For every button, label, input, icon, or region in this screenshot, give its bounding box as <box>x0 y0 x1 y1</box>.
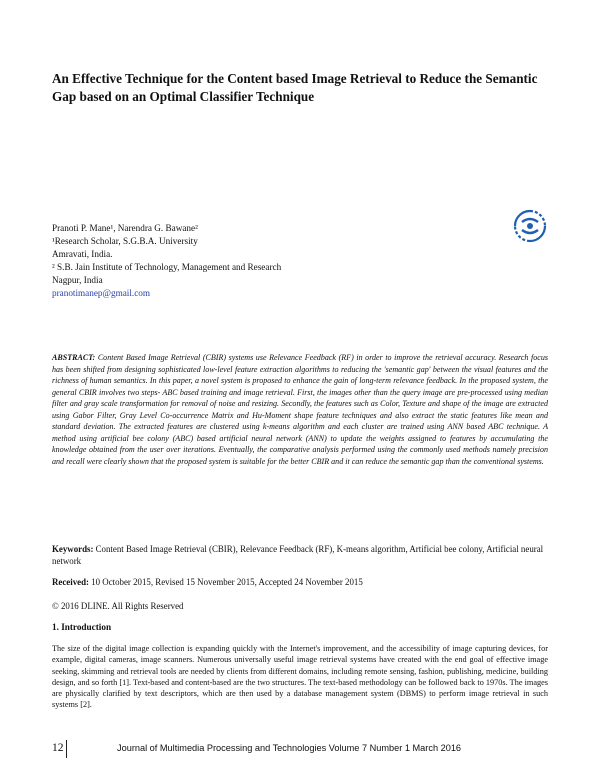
affiliation-2-line-1: ² S.B. Jain Institute of Technology, Management and Research <box>52 262 282 272</box>
copyright-notice: © 2016 DLINE. All Rights Reserved <box>52 601 184 611</box>
abstract-paragraph <box>52 352 548 467</box>
keywords-label: Keywords: <box>52 544 94 554</box>
author-names: Pranoti P. Mane¹, Narendra G. Bawane² <box>52 223 198 233</box>
footer-divider <box>66 740 67 758</box>
author-block <box>52 222 472 300</box>
keywords-text: Content Based Image Retrieval (CBIR), Relevance Feedback (RF), K-means algorithm, Artificial bee colony, Artificial neural network <box>52 544 544 566</box>
paper-title: An Effective Technique for the Content based Image Retrieval to Reduce the Semantic Gap based on an Optimal Classifier Technique <box>52 71 538 104</box>
received-dates <box>52 576 552 588</box>
crossmark-logo-icon[interactable] <box>512 208 548 244</box>
received-text: 10 October 2015, Revised 15 November 2015, Accepted 24 November 2015 <box>91 577 363 587</box>
received-label: Received: <box>52 577 89 587</box>
affiliation-1-line-2: Amravati, India. <box>52 249 113 259</box>
affiliation-2-line-2: Nagpur, India <box>52 275 103 285</box>
affiliation-1-line-1: ¹Research Scholar, S.G.B.A. University <box>52 236 198 246</box>
abstract-label: ABSTRACT: <box>52 353 96 362</box>
journal-citation: Journal of Multimedia Processing and Technologies Volume 7 Number 1 March 2016 <box>117 743 462 753</box>
page-footer <box>0 740 600 760</box>
page-number: 12 <box>52 742 64 754</box>
abstract-text: Content Based Image Retrieval (CBIR) systems use Relevance Feedback (RF) in order to improve the retrieval accuracy. Research focus has been shifted from designing sophisticated low-level feature extraction algorithms to reducing the 'semantic gap' between the visual features and the richness of human semantics. In this paper, a novel system is proposed to enhance the gain of long-term relevance feedback. In the proposed system, the general CBIR involves two steps- ABC based training and image retrieval. First, the images other than the query image are pre-processed using median filter and gray scale transformation for removal of noise and resizing. Secondly, the features such as Color, Texture and shape of the image are extracted using Gabor Filter, Gray Level Co-occurrence Matrix and Hu-Moment shape feature techniques and also extract the static features like mean and standard deviation. The extracted features are clustered using k-means algorithm and each cluster are trained using ANN based ABC technique. A method using artificial bee colony (ABC) based artificial neural network (ANN) to update the weights assigned to features by accumulating the knowledge obtained from the user over iterations. Eventually, the comparative analysis performed using the commonly used methods namely precision and recall were clearly shown that the proposed system is suitable for the better CBIR and it can reduce the semantic gap than the conventional systems. <box>52 353 548 466</box>
section-heading-introduction: 1. Introduction <box>52 622 112 632</box>
keywords-paragraph <box>52 543 552 567</box>
introduction-paragraph: The size of the digital image collection is expanding quickly with the Internet's improvement, and the accessibility of image capturing devices, for example, digital cameras, image scanners. Numerous universally useful image retrieval systems have created with the end goal of effective image seeking, skimming and retrieval tools are needed by clients from different domains, including remote sensing, fashion, publishing, medicine, building design, and so forth [1]. Text-based and content-based are the two structures. The text-based methodology can be followed back to 1970s. The images are physically clarified by text descriptors, which are then used by a database management system (DBMS) to perform image retrieval in such systems [2]. <box>52 644 548 710</box>
author-email-link[interactable]: pranotimanep@gmail.com <box>52 288 151 298</box>
